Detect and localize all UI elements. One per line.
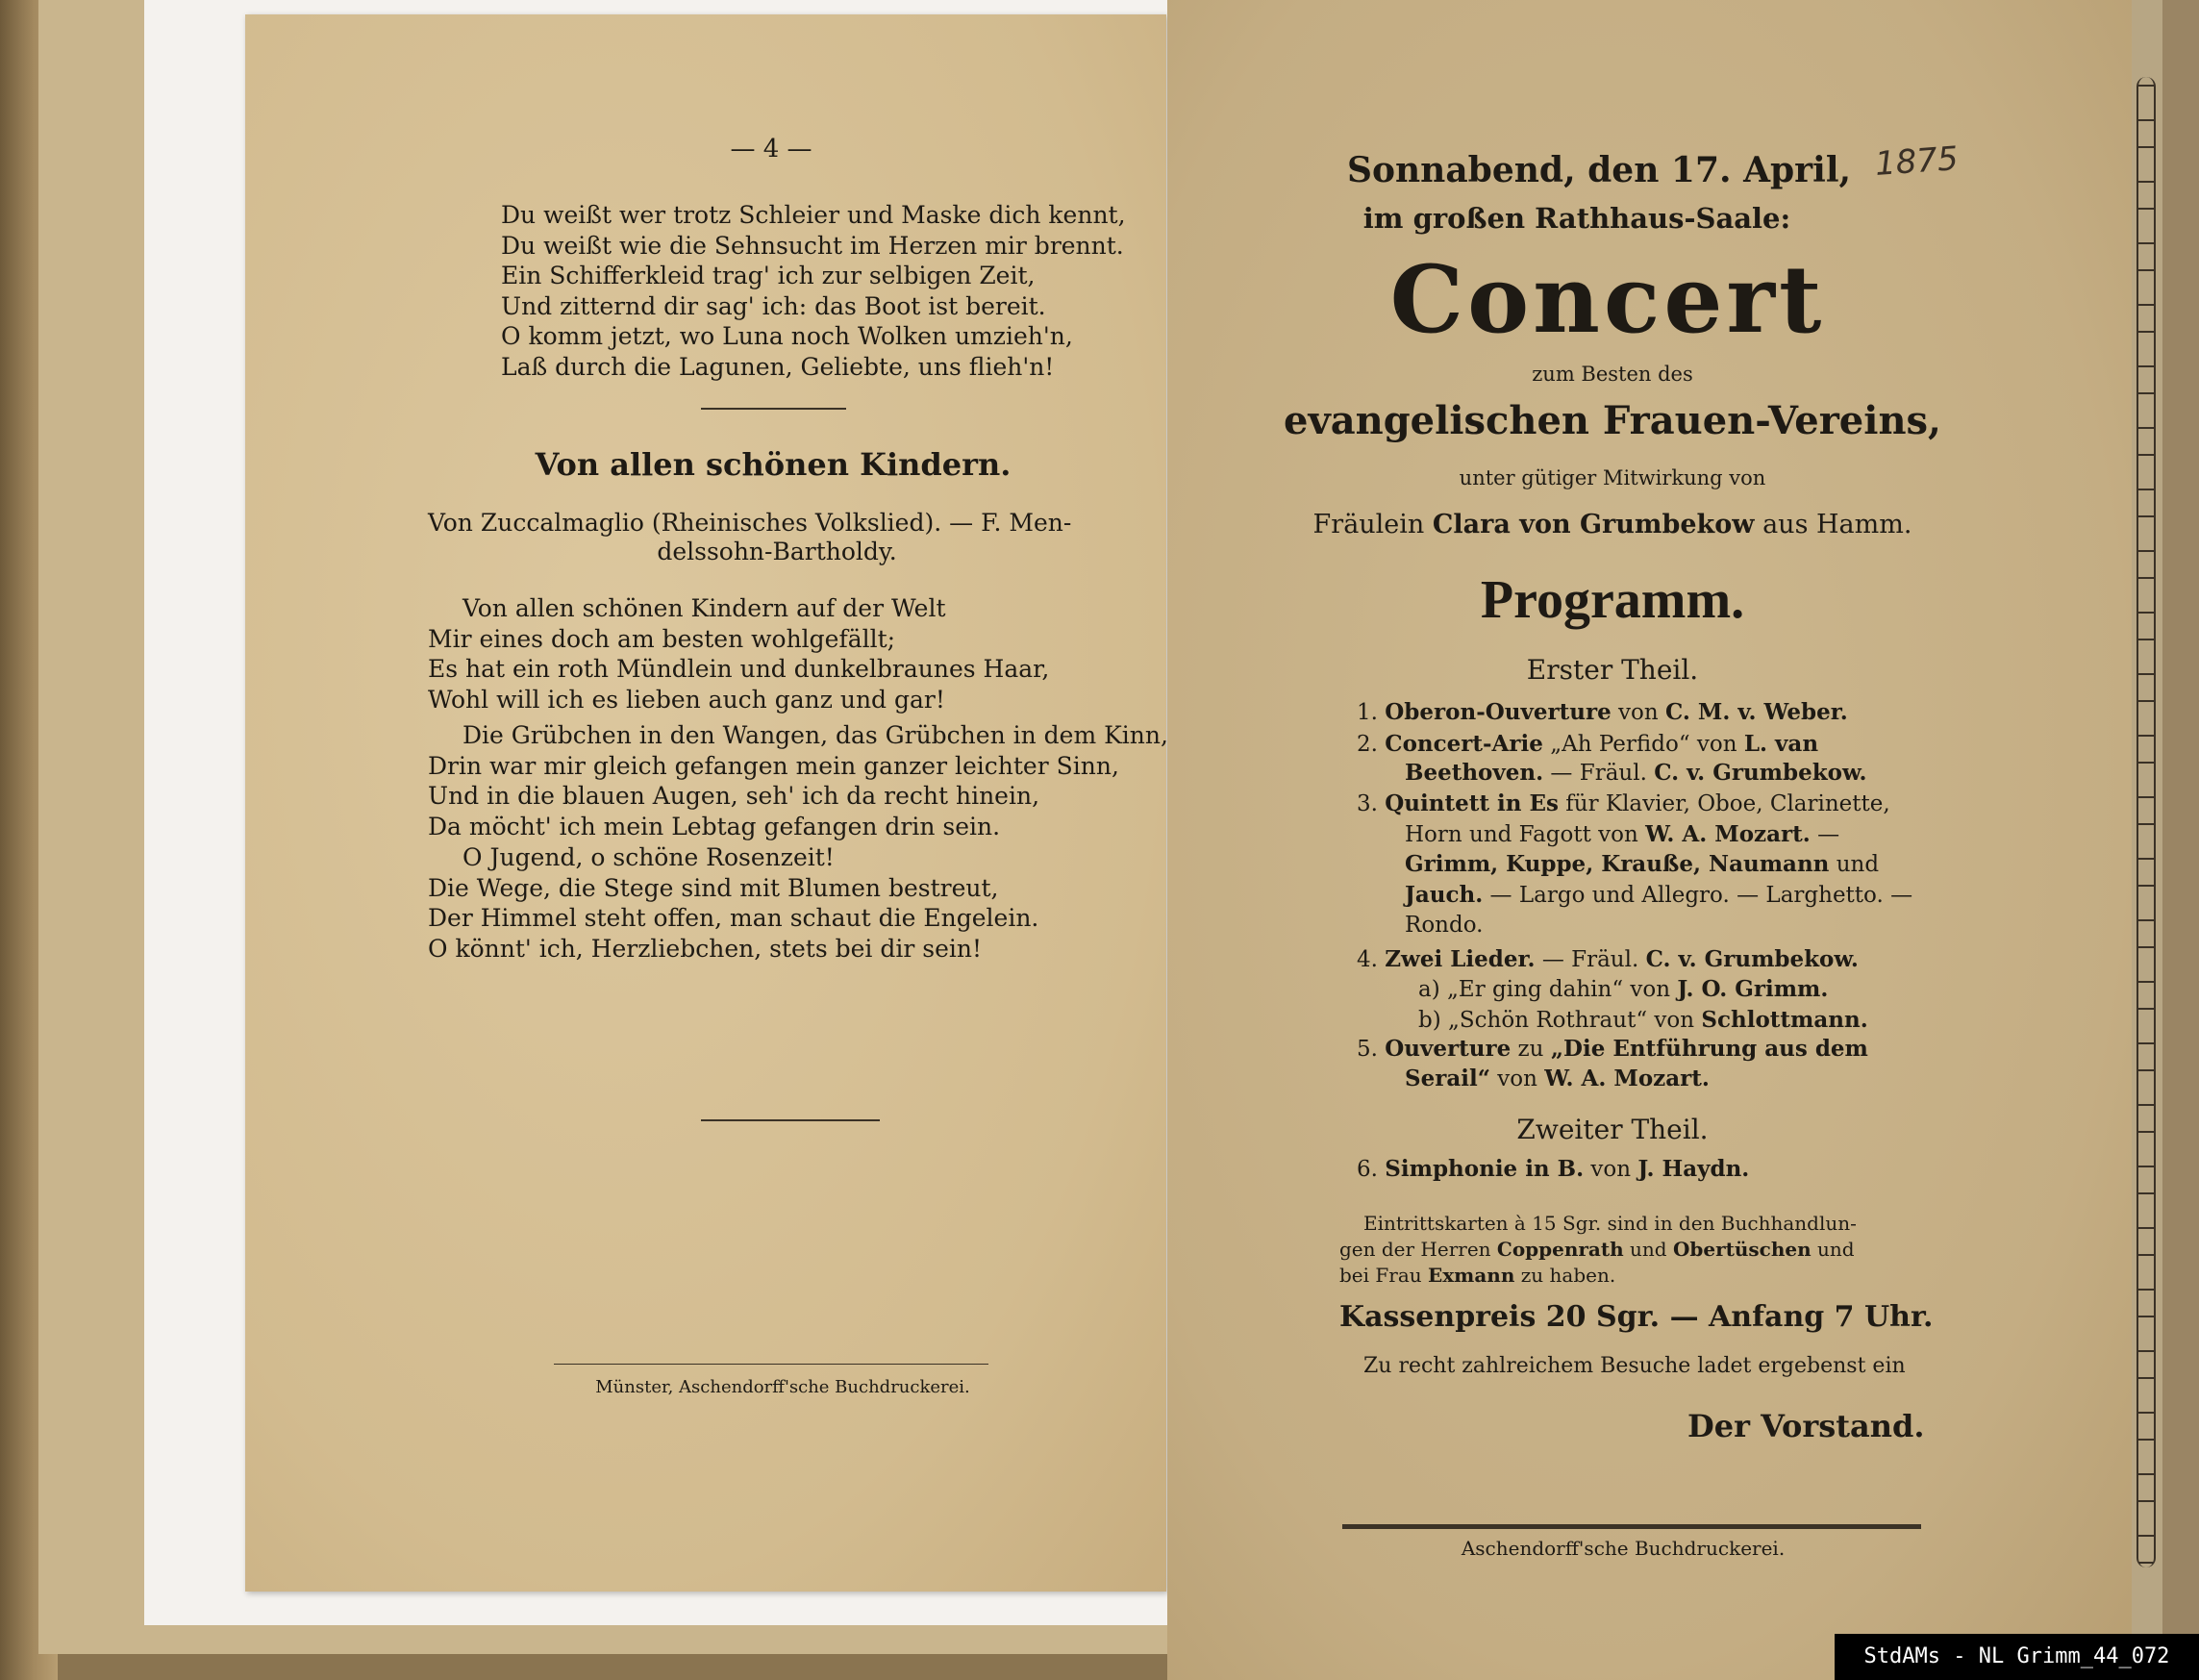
lyric-line: Von allen schönen Kindern auf der Welt	[462, 594, 946, 622]
text-segment: und	[1829, 852, 1880, 877]
program-line	[1418, 1007, 1868, 1033]
ticket-line	[1339, 1264, 1615, 1287]
handwritten-year: 1875	[1873, 139, 1960, 184]
text-segment: — Largo und Allegro. — Larghetto. —	[1483, 883, 1913, 908]
bold-text: Concert-Arie	[1385, 731, 1543, 757]
lyric-line: Und in die blauen Augen, seh' ich da recht hinein,	[428, 782, 1040, 810]
ornament-chain-icon	[2137, 77, 2156, 1567]
text-segment: — Fräul.	[1543, 761, 1655, 786]
bold-text: W. A. Mozart.	[1544, 1066, 1710, 1091]
lyric-line: O könnt' ich, Herzliebchen, stets bei dir sein!	[428, 934, 983, 963]
text-segment: von	[1584, 1157, 1638, 1182]
box-office-line: Kassenpreis 20 Sgr. — Anfang 7 Uhr.	[1339, 1300, 1934, 1334]
bold-text: C. v. Grumbekow.	[1654, 760, 1867, 786]
bold-text: Coppenrath	[1496, 1238, 1624, 1261]
footer-rule	[1342, 1524, 1921, 1529]
program-line	[1418, 976, 1828, 1002]
text-segment: — Fräul.	[1535, 947, 1646, 972]
text-segment: a) „Er ging dahin“ von	[1418, 977, 1678, 1002]
text-segment: gen der Herren	[1339, 1238, 1497, 1261]
text-segment: 6.	[1357, 1157, 1386, 1182]
text-segment: zu haben.	[1514, 1264, 1616, 1287]
program-line	[1405, 760, 1867, 786]
poem-line: O komm jetzt, wo Luna noch Wolken umzieh'n,	[501, 322, 1073, 350]
program-line	[1405, 851, 1879, 877]
lyric-line: Es hat ein roth Mündlein und dunkelbraunes Haar,	[428, 655, 1050, 683]
bold-text: Quintett in Es	[1385, 790, 1559, 816]
performer-line	[1313, 510, 1912, 539]
part1-heading: Erster Theil.	[1526, 654, 1699, 686]
text-segment: zu	[1511, 1037, 1551, 1062]
footer-rule	[554, 1364, 988, 1365]
divider	[701, 408, 846, 410]
bold-text: C. M. v. Weber.	[1665, 699, 1848, 725]
poem-line: Laß durch die Lagunen, Geliebte, uns flieh'n!	[501, 352, 1055, 381]
concert-title: Concert	[1389, 245, 1826, 354]
lyric-line: O Jugend, o schöne Rosenzeit!	[462, 843, 835, 871]
text-segment: von	[1611, 700, 1665, 725]
bold-text: J. O. Grimm.	[1677, 976, 1829, 1002]
text-segment: 1.	[1357, 700, 1386, 725]
divider	[701, 1119, 880, 1121]
program-line	[1357, 731, 1818, 757]
song-title: Von allen schönen Kindern.	[535, 446, 1012, 483]
text-segment: und	[1811, 1238, 1855, 1261]
text-segment: Eintrittskarten à 15 Sgr. sind in den Buchhandlun-	[1363, 1212, 1857, 1235]
program-line	[1357, 699, 1848, 725]
ticket-line	[1363, 1212, 1857, 1235]
lyric-line: Mir eines doch am besten wohlgefällt;	[428, 624, 896, 653]
printer-imprint: Aschendorff'sche Buchdruckerei.	[1461, 1537, 1786, 1560]
text-segment: bei Frau	[1339, 1264, 1428, 1287]
programm-heading: Programm.	[1480, 570, 1745, 630]
text-segment: von	[1489, 1066, 1545, 1091]
bold-text: Zwei Lieder.	[1385, 946, 1536, 972]
right-edge	[2162, 0, 2199, 1680]
bold-text: C. v. Grumbekow.	[1645, 946, 1859, 972]
poem-line: Du weißt wer trotz Schleier und Maske dich kennt,	[501, 201, 1126, 229]
text-segment: 2.	[1357, 732, 1386, 757]
invitation-line: Zu recht zahlreichem Besuche ladet ergebenst ein	[1363, 1354, 1906, 1378]
bold-text: Jauch.	[1405, 882, 1484, 908]
date-line: Sonnabend, den 17. April,	[1346, 150, 1852, 190]
bold-text: Obertüschen	[1672, 1238, 1812, 1261]
bold-text: Clara von Grumbekow	[1432, 510, 1755, 539]
text-segment: —	[1810, 822, 1840, 847]
program-line	[1357, 790, 1890, 816]
attribution-line: delssohn-Bartholdy.	[657, 538, 897, 565]
text-segment: Rondo.	[1405, 913, 1484, 938]
text-segment: 4.	[1357, 947, 1386, 972]
text-segment: Fräulein	[1312, 510, 1433, 539]
program-line	[1405, 882, 1912, 908]
lyric-line: Die Grübchen in den Wangen, das Grübchen in dem Kinn,	[462, 721, 1168, 749]
text-segment: für Klavier, Oboe, Clarinette,	[1558, 791, 1890, 816]
program-item	[1357, 1156, 1749, 1182]
poem-line: Ein Schifferkleid trag' ich zur selbigen Zeit,	[501, 262, 1036, 289]
part2-heading: Zweiter Theil.	[1516, 1114, 1709, 1145]
cooperation-line: unter gütiger Mitwirkung von	[1459, 466, 1766, 489]
text-segment: und	[1623, 1238, 1673, 1261]
attribution-line: Von Zuccalmaglio (Rheinisches Volkslied). — F. Men-	[428, 509, 1072, 537]
bold-text: Ouverture	[1385, 1036, 1512, 1062]
bold-text: Grimm, Kuppe, Krauße, Naumann	[1405, 851, 1830, 877]
venue: im großen Rathhaus-Saale:	[1362, 202, 1791, 235]
printer-imprint: Münster, Aschendorff'sche Buchdruckerei.	[595, 1377, 970, 1397]
page-number: — 4 —	[730, 135, 812, 163]
text-segment: Horn und Fagott von	[1405, 822, 1646, 847]
lyric-line: Die Wege, die Stege sind mit Blumen bestreut,	[428, 873, 999, 902]
lyric-line: Wohl will ich es lieben auch ganz und gar!	[428, 685, 945, 714]
program-line	[1405, 821, 1839, 847]
program-line	[1405, 1066, 1710, 1091]
text-segment: „Ah Perfido“ von	[1542, 732, 1744, 757]
lyric-line: Drin war mir gleich gefangen mein ganzer leichter Sinn,	[428, 751, 1119, 780]
program-line	[1405, 913, 1483, 938]
text-segment: 3.	[1357, 791, 1386, 816]
bold-text: Schlottmann.	[1701, 1007, 1868, 1033]
bold-text: W. A. Mozart.	[1645, 821, 1811, 847]
poem-line: Du weißt wie die Sehnsucht im Herzen mir brennt.	[501, 231, 1124, 260]
lyric-line: Da möcht' ich mein Lebtag gefangen drin sein.	[428, 812, 1001, 840]
text-segment: aus Hamm.	[1754, 510, 1912, 539]
poem-line: Und zitternd dir sag' ich: das Boot ist bereit.	[501, 291, 1046, 320]
program-line	[1357, 1036, 1868, 1062]
bold-text: Simphonie in B.	[1385, 1156, 1585, 1182]
bold-text: Exmann	[1428, 1264, 1515, 1287]
bold-text: Serail“	[1405, 1066, 1490, 1091]
lyric-line: Der Himmel steht offen, man schaut die Engelein.	[428, 904, 1039, 932]
benefit-line: zum Besten des	[1532, 363, 1693, 386]
text-segment: b) „Schön Rothraut“ von	[1418, 1008, 1702, 1033]
bold-text: Beethoven.	[1405, 760, 1544, 786]
bold-text: Oberon-Ouverture	[1385, 699, 1612, 725]
text-segment: 5.	[1357, 1037, 1386, 1062]
bold-text: „Die Entführung aus dem	[1550, 1036, 1868, 1062]
organization: evangelischen Frauen-Vereins,	[1284, 398, 1941, 443]
signature: Der Vorstand.	[1687, 1408, 1925, 1444]
program-line	[1357, 946, 1859, 972]
ticket-line	[1339, 1238, 1855, 1261]
archive-label: StdAMs - NL Grimm_44_072	[1835, 1634, 2199, 1680]
bold-text: J. Haydn.	[1637, 1156, 1750, 1182]
bold-text: L. van	[1743, 731, 1819, 757]
